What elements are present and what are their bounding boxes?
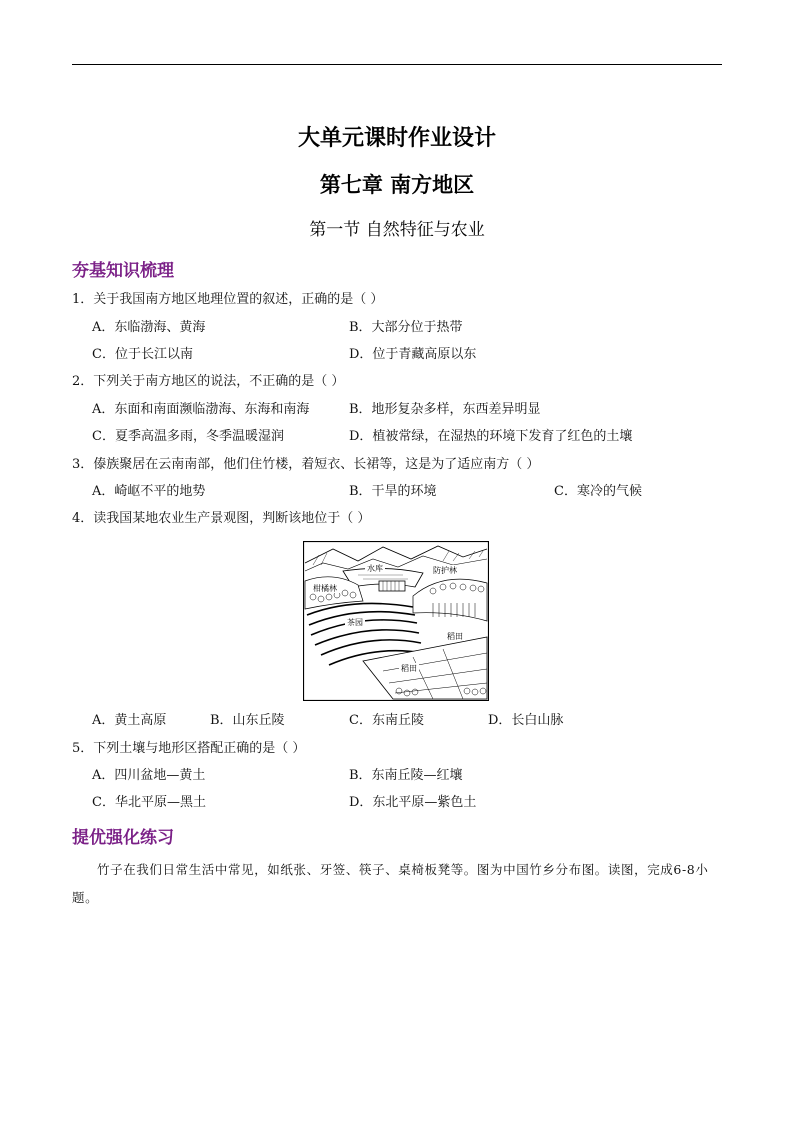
question-1-option-b: B．大部分位于热带	[349, 320, 463, 335]
question-4-option-c: C．东南丘陵	[349, 713, 424, 728]
question-5-option-a: A．四川盆地—黄土	[92, 768, 206, 783]
section-heading-basic: 夯基知识梳理	[72, 261, 174, 281]
question-2-option-c: C．夏季高温多雨，冬季温暖湿润	[92, 429, 284, 444]
page-title: 大单元课时作业设计	[297, 125, 496, 151]
section-heading-improve: 提优强化练习	[72, 828, 174, 848]
question-5-option-b: B．东南丘陵—红壤	[349, 768, 463, 783]
question-1-option-a: A．东临渤海、黄海	[92, 320, 206, 335]
question-3-option-c: C．寒冷的气候	[554, 484, 642, 499]
question-2-option-a: A．东面和南面濒临渤海、东海和南海	[92, 402, 310, 417]
question-2-option-b: B．地形复杂多样，东西差异明显	[349, 402, 541, 417]
figure-label-tea-garden: 茶园	[347, 618, 363, 627]
question-1-stem: 1．关于我国南方地区地理位置的叙述，正确的是（ ）	[72, 292, 384, 307]
question-1-option-d: D．位于青藏高原以东	[349, 347, 477, 362]
section-title: 第一节 自然特征与农业	[309, 220, 485, 240]
agricultural-landscape-figure	[303, 541, 489, 701]
question-4-stem: 4．读我国某地农业生产景观图，判断该地位于（ ）	[72, 511, 371, 526]
question-5-stem: 5．下列土壤与地形区搭配正确的是（ ）	[72, 741, 306, 756]
question-2-stem: 2．下列关于南方地区的说法，不正确的是（ ）	[72, 374, 345, 389]
question-4-option-b: B．山东丘陵	[210, 713, 285, 728]
figure-label-paddy-1: 稻田	[447, 632, 463, 641]
passage-text: 竹子在我们日常生活中常见，如纸张、牙签、筷子、桌椅板凳等。图为中国竹乡分布图。读图，完成6-8小题。	[72, 862, 709, 905]
question-1-option-c: C．位于长江以南	[92, 347, 193, 362]
question-4-option-d: D．长白山脉	[488, 713, 564, 728]
header-rule	[72, 64, 722, 65]
question-3-option-a: A．崎岖不平的地势	[92, 484, 206, 499]
question-5-option-c: C．华北平原—黑土	[92, 795, 206, 810]
question-5-option-d: D．东北平原—紫色土	[349, 795, 477, 810]
question-3-stem: 3．傣族聚居在云南南部，他们住竹楼，着短衣、长裙等，这是为了适应南方（ ）	[72, 457, 540, 472]
question-4-option-a: A．黄土高原	[92, 713, 167, 728]
question-3-option-b: B．干旱的环境	[349, 484, 437, 499]
figure-label-shelterbelt: 防护林	[433, 566, 457, 575]
figure-label-reservoir: 水库	[367, 564, 383, 573]
figure-label-paddy-2: 稻田	[401, 664, 417, 673]
question-2-option-d: D．植被常绿，在湿热的环境下发育了红色的土壤	[349, 429, 633, 444]
chapter-title: 第七章 南方地区	[319, 172, 475, 197]
figure-label-orange-grove: 柑橘林	[313, 584, 337, 593]
